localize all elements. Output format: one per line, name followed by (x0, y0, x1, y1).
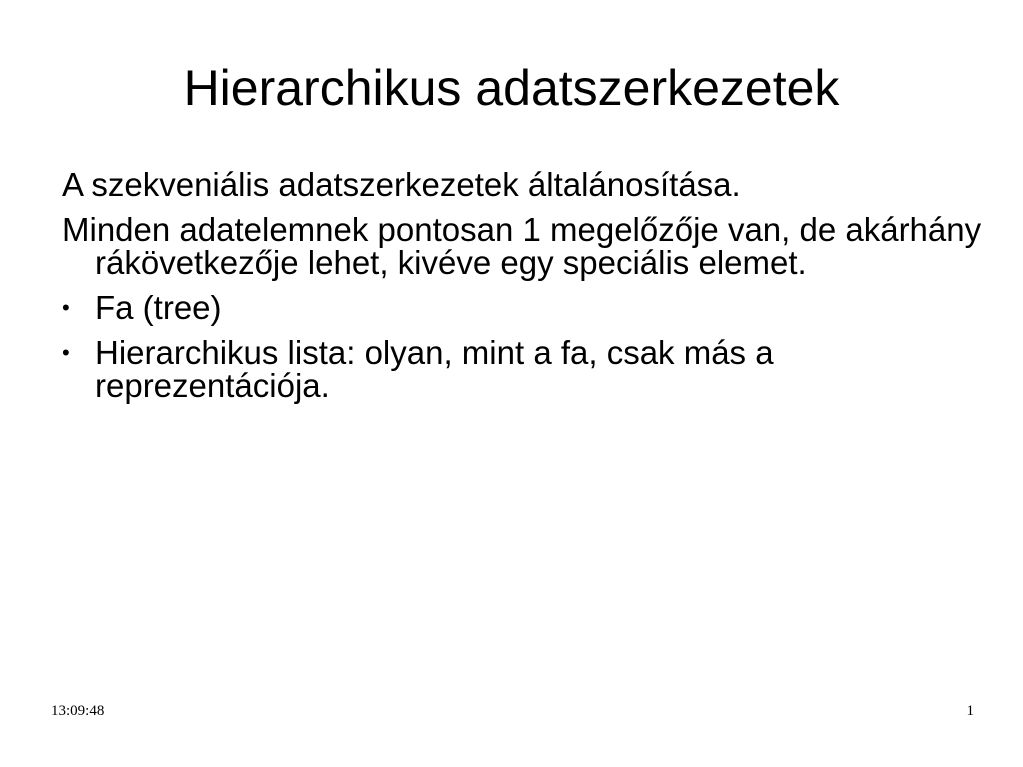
page-number: 1 (966, 703, 974, 719)
paragraph-generalization: A szekveniális adatszerkezetek általánosítása. (62, 166, 741, 203)
paragraph-predecessor-rule: Minden adatelemnek pontosan 1 megelőzője van, de akárhány rákövetkezője lehet, kivéve egy speciális elemet. (62, 211, 982, 281)
slide-content (62, 168, 997, 414)
bullet-text: Fa (tree) (95, 289, 222, 326)
slide-title: Hierarchikus adatszerkezetek (183, 60, 840, 116)
footer-time: 13:09:48 (51, 703, 105, 719)
bullet-item-tree (62, 291, 997, 324)
bullet-icon: • (62, 295, 70, 320)
bullet-text: Hierarchikus lista: olyan, mint a fa, csak más a reprezentációja. (95, 334, 774, 404)
bullet-item-hierarchical-list (62, 336, 997, 402)
bullet-icon: • (62, 340, 70, 365)
